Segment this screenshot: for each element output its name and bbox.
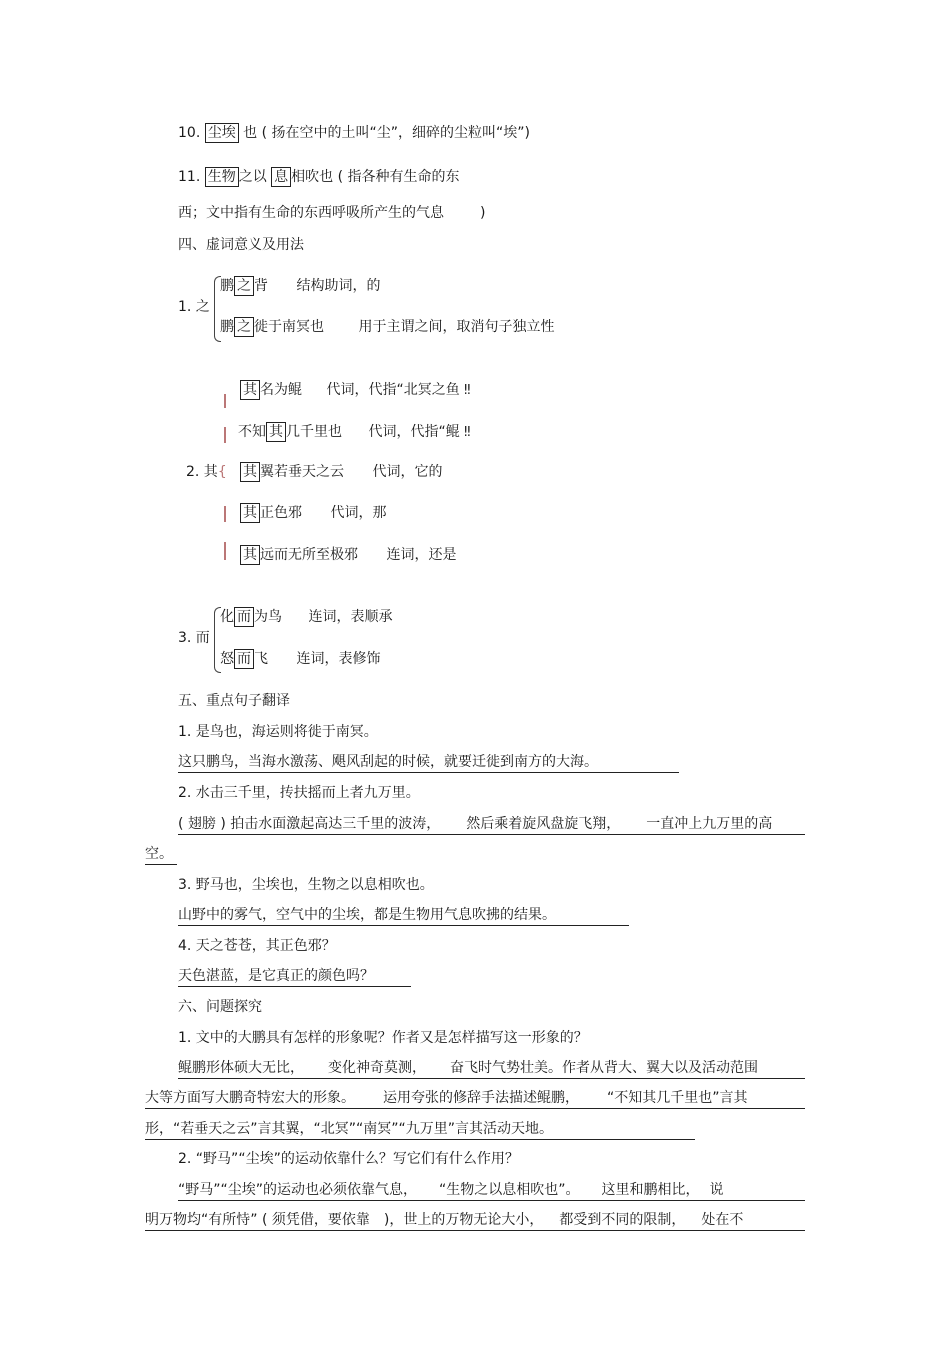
zhi-label: 1. 之	[178, 299, 210, 315]
gloss: 连词，表顺承	[308, 609, 393, 625]
answer-part: “生物之以息相吹也”。	[439, 1182, 580, 1198]
boxed-word: 其	[240, 545, 260, 565]
boxed-word: 而	[234, 649, 254, 669]
suffix: 几千里也	[286, 424, 342, 440]
suffix: 为鸟	[254, 609, 282, 625]
answer-part: 这里和鹏相比，	[601, 1182, 700, 1198]
item-number: 10.	[178, 125, 201, 141]
answer-continued	[145, 1088, 805, 1109]
vocab-item-11	[178, 167, 460, 187]
suffix: 飞	[254, 651, 268, 667]
gloss: 代词，那	[330, 505, 387, 521]
boxed-word: 其	[240, 380, 260, 400]
prefix: 鹏	[220, 278, 234, 294]
gloss: 相吹也 ( 指各种有生命的东	[291, 169, 460, 185]
suffix: 背	[254, 278, 268, 294]
suffix: 翼若垂天之云	[260, 464, 344, 480]
answer-part: 然后乘着旋风盘旋飞翔，	[466, 816, 621, 832]
gloss: 用于主谓之间，取消句子独立性	[358, 319, 555, 335]
gloss: 也 ( 扬在空中的土叫“尘”，细碎的尘粒叫“埃”)	[243, 125, 531, 141]
suffix: 正色邪	[260, 505, 302, 521]
boxed-word: 息	[271, 167, 291, 187]
boxed-word: 生物	[205, 167, 239, 187]
er-label: 3. 而	[178, 630, 210, 646]
question: 2. “野马”“尘埃”的运动依靠什么？写它们有什么作用？	[178, 1151, 519, 1167]
answer-part: 大等方面写大鹏奇特宏大的形象。	[145, 1090, 355, 1106]
qi-row-4	[240, 503, 386, 523]
gloss: 连词，还是	[386, 547, 457, 563]
suffix: 名为鲲	[260, 382, 302, 398]
answer-part: 一直冲上九万里的高	[646, 816, 773, 832]
gloss: 代词，它的	[372, 464, 443, 480]
suffix: 徙于南冥也	[254, 319, 324, 335]
answer-continued: 空。	[145, 844, 177, 865]
boxed-word: 其	[240, 503, 260, 523]
answer-part: ( 翅膀 ) 拍击水面激起高达三千里的波涛，	[178, 816, 441, 832]
zhi-row-2	[220, 317, 554, 337]
boxed-word: 其	[240, 462, 260, 482]
answer-part: 鲲鹏形体硕大无比，	[178, 1060, 304, 1076]
answer-part: 奋飞时气势壮美。作者从背大、翼大以及活动范围	[450, 1060, 758, 1076]
mark: ‼	[464, 425, 469, 440]
answer-part: 变化神奇莫测，	[328, 1060, 426, 1076]
answer-part: 运用夸张的修辞手法描述鲲鹏，	[383, 1090, 579, 1106]
question: 3. 野马也，尘埃也，生物之以息相吹也。	[178, 877, 434, 893]
gloss-continued: 西；文中指有生命的东西呼吸所产生的气息	[178, 205, 444, 221]
gloss: 代词，代指“鲲	[368, 424, 460, 440]
gloss: 连词，表修饰	[296, 651, 381, 667]
answer	[178, 1180, 805, 1201]
vocab-item-10	[178, 123, 530, 143]
prefix: 不知	[238, 424, 266, 440]
er-row-1	[220, 607, 392, 627]
section-heading-4: 四、虚词意义及用法	[178, 237, 304, 253]
brace-mark	[224, 506, 226, 522]
prefix: 鹏	[220, 319, 234, 335]
question: 2. 水击三千里，抟扶摇而上者九万里。	[178, 785, 420, 801]
mark: ‼	[464, 383, 469, 398]
answer: 天色湛蓝，是它真正的颜色吗？	[178, 966, 411, 987]
vocab-item-11-cont	[178, 203, 485, 223]
answer	[178, 814, 805, 835]
answer-part: 处在不	[701, 1212, 744, 1228]
gloss: 代词，代指“北冥之鱼	[326, 382, 460, 398]
qi-row-2	[238, 422, 468, 443]
answer-part: )，世上的万物无论大小，	[383, 1212, 544, 1228]
boxed-word: 之	[234, 276, 254, 296]
brace-mark	[224, 427, 226, 443]
brace-mark	[224, 394, 226, 408]
answer-part: “不知其几千里也”言其	[607, 1090, 748, 1106]
qi-label: 2. 其{	[186, 464, 227, 480]
question: 1. 文中的大鹏具有怎样的形象呢？作者又是怎样描写这一形象的？	[178, 1030, 588, 1046]
section-heading-6: 六、问题探究	[178, 999, 262, 1015]
answer-continued	[145, 1210, 805, 1231]
answer-part: 说	[709, 1182, 724, 1198]
answer: 山野中的雾气，空气中的尘埃，都是生物用气息吹拂的结果。	[178, 905, 629, 926]
question: 1. 是鸟也，海运则将徙于南冥。	[178, 724, 378, 740]
gloss: 结构助词，的	[296, 278, 381, 294]
word-text: 之以	[238, 169, 267, 185]
qi-row-1	[240, 380, 468, 401]
answer-part: “野马”“尘埃”的运动也必须依靠气息，	[178, 1182, 418, 1198]
brace-mark	[224, 542, 226, 560]
zhi-row-1	[220, 276, 380, 296]
boxed-word: 而	[234, 607, 254, 627]
question: 4. 天之苍苍，其正色邪？	[178, 938, 336, 954]
prefix: 化	[220, 609, 234, 625]
qi-row-5	[240, 545, 456, 565]
item-number: 11.	[178, 169, 201, 185]
answer: 这只鹏鸟，当海水激荡、飓风刮起的时候，就要迁徙到南方的大海。	[178, 752, 679, 773]
gloss-close: )	[480, 205, 486, 221]
boxed-word: 之	[234, 317, 254, 337]
qi-row-3	[240, 462, 442, 482]
er-row-2	[220, 649, 380, 669]
answer-part: 都受到不同的限制，	[559, 1212, 686, 1228]
label-text: 2. 其	[186, 464, 218, 480]
boxed-word: 尘埃	[205, 123, 239, 143]
answer	[178, 1058, 805, 1079]
answer-continued: 形，“若垂天之云”言其翼，“北冥”“南冥”“九万里”言其活动天地。	[145, 1119, 695, 1140]
answer-part: 明万物均“有所恃” ( 须凭借，要依靠	[145, 1212, 370, 1228]
section-heading-5: 五、重点句子翻译	[178, 693, 290, 709]
boxed-word: 其	[266, 422, 286, 442]
prefix: 怒	[220, 651, 234, 667]
suffix: 远而无所至极邪	[260, 547, 358, 563]
